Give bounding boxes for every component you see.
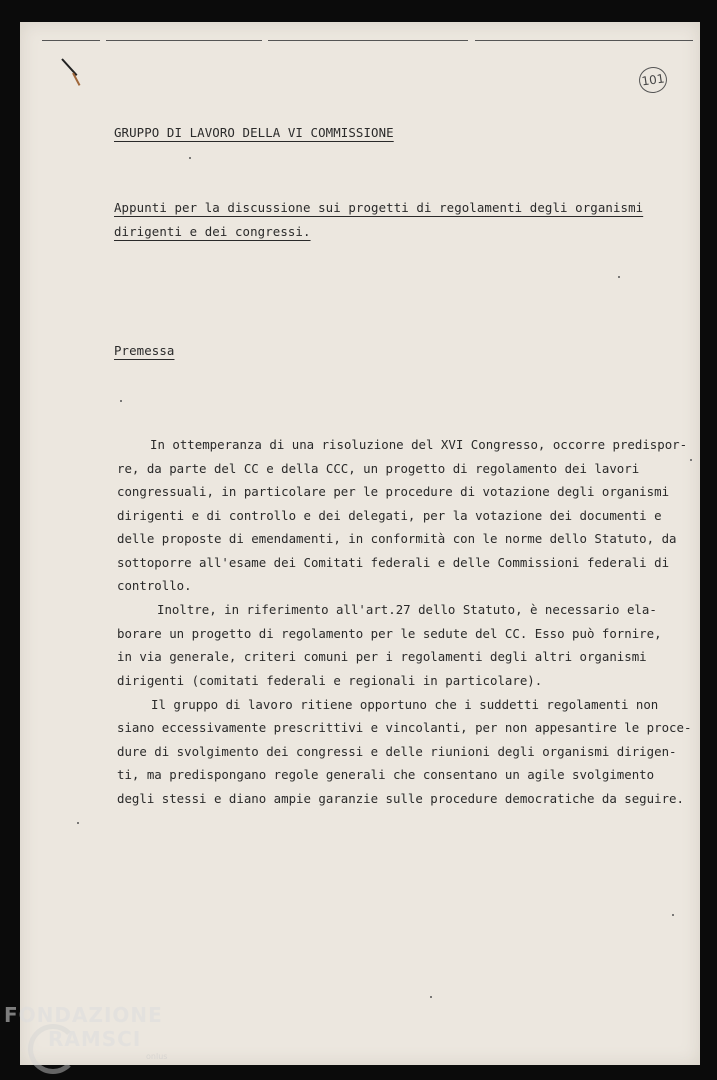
top-rule [475,40,693,41]
body-line: borare un progetto di regolamento per le sedute del CC. Esso può fornire, [117,626,662,641]
staple-mark [61,58,77,76]
section-title: Premessa [114,343,175,358]
paper-speck [618,276,620,278]
paper-speck [430,996,432,998]
top-rule [268,40,468,41]
body-line: ti, ma predispongano regole generali che consentano un agile svolgimento [117,767,655,782]
body-line: dirigenti (comitati federali e regionali in particolare). [117,673,543,688]
body-line: Inoltre, in riferimento all'art.27 dello Statuto, è necessario ela- [157,602,657,617]
top-rule [42,40,100,41]
paper-speck [189,157,191,159]
watermark-line-3: onlus [146,1052,168,1061]
document-heading: GRUPPO DI LAVORO DELLA VI COMMISSIONE [114,125,394,140]
body-line: re, da parte del CC e della CCC, un progetto di regolamento dei lavori [117,461,640,476]
paper-speck [672,914,674,916]
body-line: siano eccessivamente prescrittivi e vincolanti, per non appesantire le proce- [117,720,692,735]
body-line: congressuali, in particolare per le procedure di votazione degli organismi [117,484,670,499]
paper-speck [120,400,122,402]
body-line: dure di svolgimento dei congressi e delle riunioni degli organismi dirigen- [117,744,677,759]
page-number-stamp: 101 [637,65,668,95]
watermark-line-1: FONDAZIONE [4,1003,163,1027]
body-line: delle proposte di emendamenti, in conformità con le norme dello Statuto, da [117,531,677,546]
document-subtitle-line-2: dirigenti e dei congressi. [114,224,311,239]
body-line: in via generale, criteri comuni per i regolamenti degli altri organismi [117,649,647,664]
body-line: dirigenti e di controllo e dei delegati, per la votazione dei documenti e [117,508,662,523]
paper-speck [77,822,79,824]
body-line: degli stessi e diano ampie garanzie sulle procedure democratiche da seguire. [117,791,684,806]
watermark-line-2: RAMSCI [48,1027,142,1051]
body-line: sottoporre all'esame dei Comitati federali e delle Commissioni federali di [117,555,670,570]
body-line: In ottemperanza di una risoluzione del XVI Congresso, occorre predispor- [150,437,688,452]
body-line: controllo. [117,578,192,593]
paper-speck [690,459,692,461]
watermark-logo [4,1003,163,1051]
top-rule [106,40,262,41]
document-subtitle-line-1: Appunti per la discussione sui progetti di regolamenti degli organismi [114,200,644,215]
document-page [20,22,700,1065]
body-line: Il gruppo di lavoro ritiene opportuno che i suddetti regolamenti non [151,697,659,712]
